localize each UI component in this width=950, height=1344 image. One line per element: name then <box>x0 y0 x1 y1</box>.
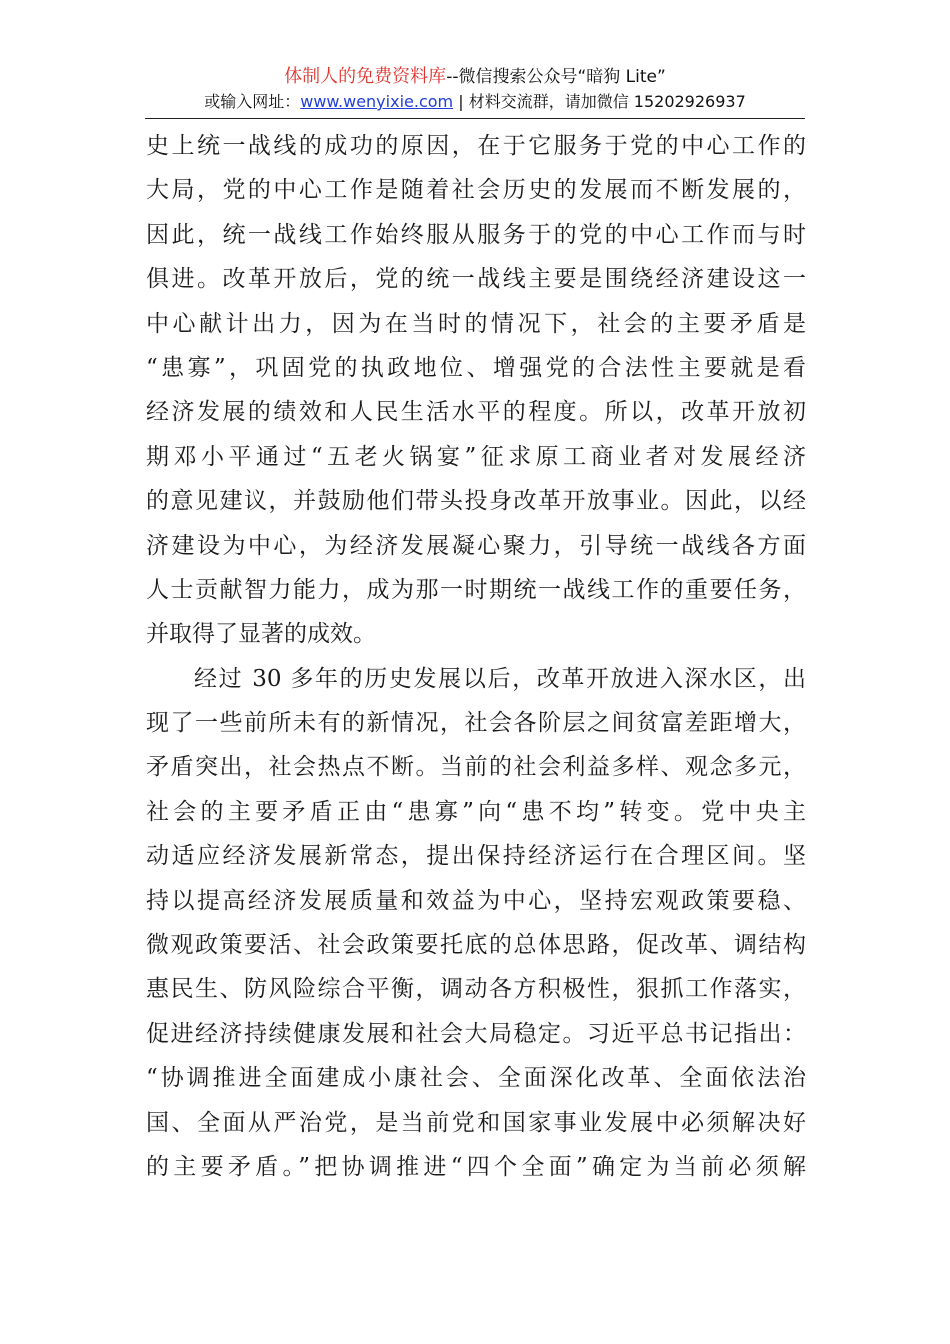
text-line: 大局，党的中心工作是随着社会历史的发展而不断发展的， <box>146 177 806 204</box>
document-body <box>146 124 806 1189</box>
text-line: 国、全面从严治党，是当前党和国家事业发展中必须解决好 <box>146 1109 806 1136</box>
text-line: 微观政策要活、社会政策要托底的总体思路，促改革、调结构 <box>146 932 806 959</box>
text-line: 的主要矛盾。”把协调推进“四个全面”确定为当前必须解 <box>146 1153 806 1180</box>
header-line-2 <box>0 90 950 114</box>
text-line: 俱进。改革开放后，党的统一战线主要是围绕经济建设这一 <box>146 266 806 293</box>
text-line: 动适应经济发展新常态，提出保持经济运行在合理区间。坚 <box>146 843 806 870</box>
text-line: 惠民生、防风险综合平衡，调动各方积极性，狠抓工作落实， <box>146 976 806 1003</box>
text-line: 史上统一战线的成功的原因，在于它服务于党的中心工作的 <box>146 133 806 159</box>
text-line: 社会的主要矛盾正由“患寡”向“患不均”转变。党中央主 <box>146 798 806 825</box>
text-line: 期邓小平通过“五老火锅宴”征求原工商业者对发展经济 <box>146 443 806 470</box>
text-line: “患寡”，巩固党的执政地位、增强党的合法性主要就是看 <box>146 354 806 381</box>
text-line: 济建设为中心，为经济发展凝心聚力，引导统一战线各方面 <box>146 532 806 559</box>
website-link[interactable]: www.wenyixie.com <box>300 92 454 111</box>
contact-info: 材料交流群，请加微信 15202926937 <box>468 92 746 111</box>
text-line: 因此，统一战线工作始终服从服务于的党的中心工作而与时 <box>146 221 806 248</box>
text-line: 现了一些前所未有的新情况，社会各阶层之间贫富差距增大， <box>146 710 806 737</box>
text-line: 持以提高经济发展质量和效益为中心，坚持宏观政策要稳、 <box>146 887 806 914</box>
header-tagline: --微信搜索公众号“暗狗 Lite” <box>446 67 666 87</box>
text-line: 中心献计出力，因为在当时的情况下，社会的主要矛盾是 <box>146 310 806 337</box>
text-line: 经济发展的绩效和人民生活水平的程度。所以，改革开放初 <box>146 399 806 426</box>
document-header <box>0 64 950 114</box>
header-separator: | <box>458 92 464 111</box>
text-line: 人士贡献智力能力，成为那一时期统一战线工作的重要任务， <box>146 576 806 603</box>
text-line: “协调推进全面建成小康社会、全面深化改革、全面依法治 <box>146 1065 806 1092</box>
url-prefix: 或输入网址： <box>204 92 301 111</box>
brand-title: 体制人的免费资料库 <box>284 66 447 87</box>
text-line: 促进经济持续健康发展和社会大局稳定。习近平总书记指出： <box>146 1020 806 1047</box>
text-line: 的意见建议，并鼓励他们带头投身改革开放事业。因此，以经 <box>146 488 806 515</box>
header-divider <box>145 118 805 119</box>
paragraph-end-line: 并取得了显著的成效。 <box>146 621 376 648</box>
paragraph-start-line: 经过 30 多年的历史发展以后，改革开放进入深水区，出 <box>194 665 806 692</box>
header-line-1 <box>0 64 950 90</box>
text-line: 矛盾突出，社会热点不断。当前的社会利益多样、观念多元， <box>146 754 806 781</box>
